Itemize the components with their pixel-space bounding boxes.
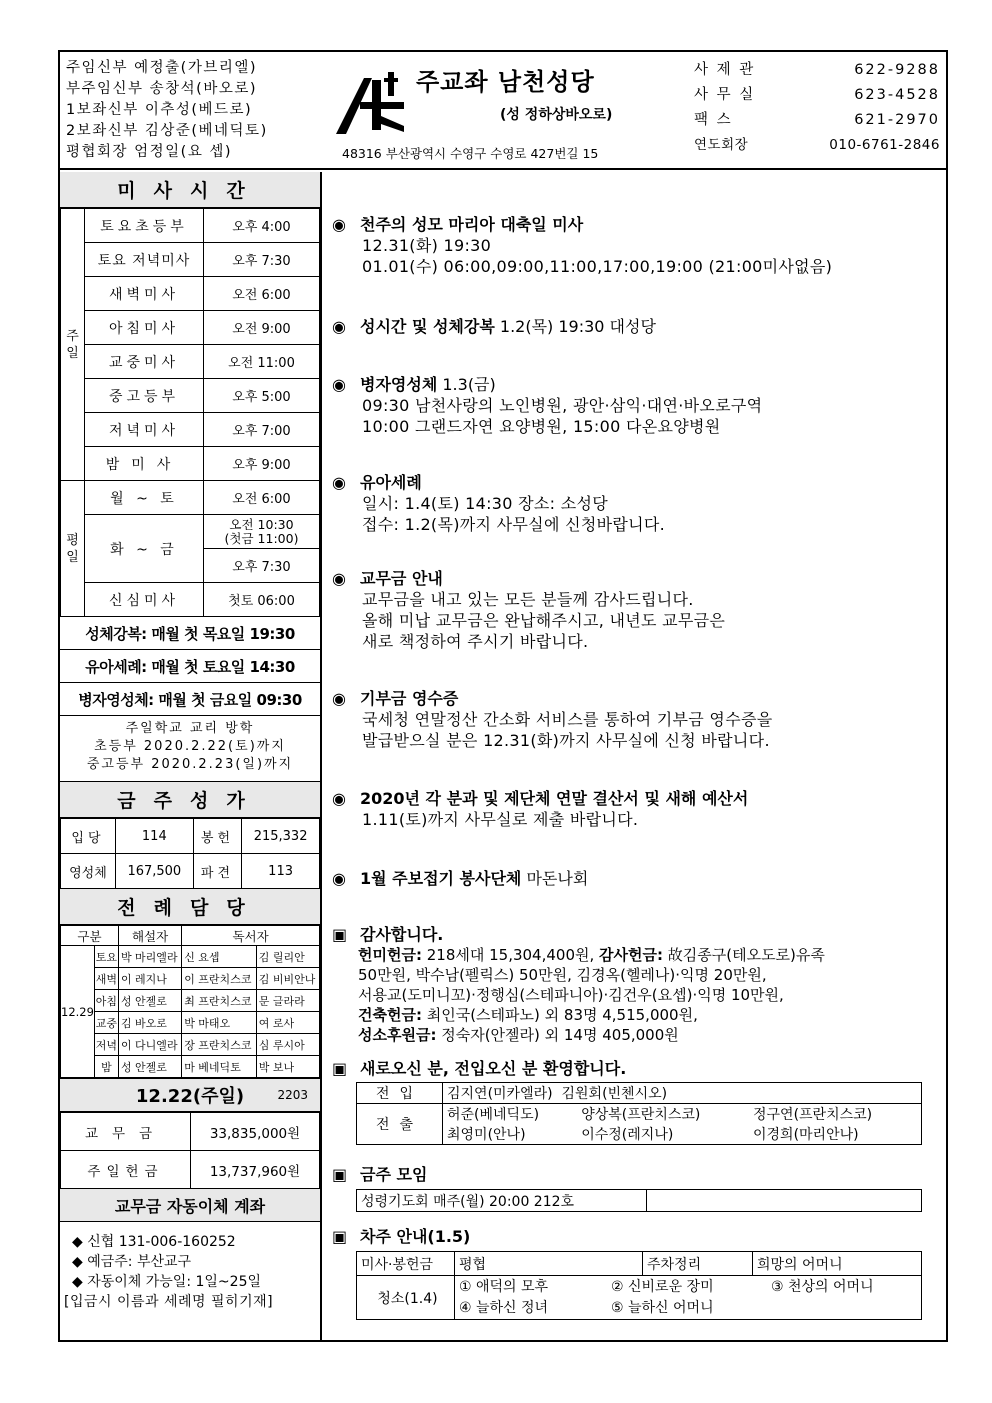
reader: 장 프란치스코: [182, 1034, 257, 1056]
mass-name: 저녁미사: [85, 413, 204, 447]
mass-time: 오후 7:30: [204, 243, 320, 277]
cleaning-group: ② 신비로운 장미: [611, 1278, 714, 1295]
auto-transfer-line: ◆ 자동이체 가능일: 1일~25일: [72, 1274, 262, 1290]
contact-label: 팩 스: [694, 112, 733, 128]
hymn-label: 영성체: [61, 854, 116, 889]
square-bullet-icon: ▣: [332, 1059, 348, 1078]
auto-transfer-line: ◆ 예금주: 부산교구: [72, 1254, 192, 1270]
adoration-schedule: 성체강복: 매월 첫 목요일 19:30: [60, 617, 320, 650]
cleaning-group: ① 애덕의 모후: [459, 1278, 549, 1295]
duty-label: 주차정리: [643, 1252, 753, 1276]
contact-value: 621-2970: [854, 112, 940, 128]
table-row: [61, 1113, 320, 1151]
row-label: 전출: [357, 1104, 443, 1145]
notice-title: 천주의 성모 마리아 대축일 미사: [360, 215, 584, 234]
table-row: [357, 1252, 922, 1276]
sunday-school-break: [60, 716, 320, 782]
table-row: [61, 968, 320, 990]
mass-name: 월 ~ 토: [85, 481, 204, 515]
mass-name: 중고등부: [85, 379, 204, 413]
table-row: [61, 515, 320, 549]
finance-date-title: [60, 1078, 320, 1112]
liturgy-slot: 교중: [94, 1012, 118, 1034]
table-row: [61, 379, 320, 413]
table-row: [357, 1104, 922, 1125]
school-secondary: 중고등부 2020.2.23(일)까지: [86, 757, 294, 772]
contact-label: 연도회장: [694, 137, 749, 153]
thanks-text: 故김종구(테오도로)유족: [663, 946, 825, 964]
cleaning-groups: [455, 1276, 922, 1320]
notice-line: 12.31(화) 19:30: [362, 236, 492, 255]
school-title: 주일학교 교리 방학: [125, 721, 255, 736]
table-row: [61, 854, 320, 889]
notice-item: [332, 786, 942, 830]
reader: 박 마태오: [182, 1012, 257, 1034]
table-row: [61, 819, 320, 854]
reader: 여 로사: [256, 1012, 319, 1034]
notice-body: [332, 235, 942, 277]
notice-line: 1.11(토)까지 사무실로 제출 바랍니다.: [362, 810, 639, 829]
thanks-line: 서용교(도미니꼬)·정행심(스테파니아)·김건우(요셉)·익명 10만원,: [358, 986, 784, 1004]
mass-time: 오전 6:00: [204, 481, 320, 515]
notice-detail: 1.2(목) 19:30 대성당: [494, 317, 656, 336]
contact-label: 사 무 실: [694, 87, 756, 103]
reader: 최 프란치스코: [182, 990, 257, 1012]
notice-item: [332, 566, 942, 652]
mass-time: 오전 11:00: [204, 345, 320, 379]
person-name: 양상복(프란치스코): [577, 1104, 749, 1125]
notice-line: 새로 책정하여 주시기 바랍니다.: [362, 632, 589, 651]
notice-body: [332, 709, 942, 751]
mass-name: 화 ~ 금: [85, 515, 204, 583]
column-header: 해설자: [118, 926, 181, 946]
table-row: [61, 1012, 320, 1034]
table-row: [61, 345, 320, 379]
liturgy-slot: 새벽: [94, 968, 118, 990]
thanks-label: 성소후원금:: [358, 1026, 437, 1044]
notice-title: 병자영성체: [360, 375, 438, 394]
notice-line: 10:00 그랜드자연 요양병원, 15:00 다온요양병원: [362, 417, 721, 436]
clergy-line: 2보좌신부 김상준(베네딕토): [66, 123, 268, 139]
next-week-section: [332, 1224, 942, 1320]
person-name: 이경희(마리안나): [749, 1124, 922, 1145]
auto-transfer-title: 교무금 자동이체 계좌: [60, 1189, 320, 1222]
circle-bullet-icon: ◉: [332, 689, 346, 708]
next-week-table: [356, 1251, 922, 1320]
commentator: 이 다니엘라: [118, 1034, 181, 1056]
mass-time: 오전 9:00: [204, 311, 320, 345]
mass-time: 오후 5:00: [204, 379, 320, 413]
section-title: 차주 안내(1.5): [360, 1227, 471, 1246]
mass-name: 새벽미사: [85, 277, 204, 311]
notice-line: 발급받으실 분은 12.31(화)까지 사무실에 신청 바랍니다.: [362, 731, 770, 750]
notice-detail: 1.3(금): [437, 375, 496, 394]
finance-value: 13,737,960원: [191, 1151, 320, 1189]
mass-name: 신심미사: [85, 583, 204, 617]
column-header: 구분: [61, 926, 119, 946]
notice-item: [332, 686, 942, 751]
table-row: [61, 447, 320, 481]
liturgy-slot: 저녁: [94, 1034, 118, 1056]
hymn-label: 파견: [193, 854, 241, 889]
person-name: 정구연(프란치스코): [749, 1104, 922, 1125]
parish-name: 주교좌 남천성당: [416, 68, 595, 96]
infant-baptism-schedule: 유아세례: 매월 첫 토요일 14:30: [60, 650, 320, 683]
table-row: [357, 1083, 922, 1104]
thanks-text: 정숙자(안젤라) 외 14명 405,000원: [436, 1026, 679, 1044]
thanks-line: [358, 945, 942, 965]
mass-name: 토요초등부: [85, 209, 204, 243]
notice-title: 유아세례: [360, 473, 422, 492]
circle-bullet-icon: ◉: [332, 789, 346, 808]
notice-detail: 마돈나회: [521, 869, 589, 888]
contact-value: 622-9288: [854, 62, 940, 78]
liturgy-slot: 토요: [94, 946, 118, 968]
school-elementary: 초등부 2020.2.22(토)까지: [94, 739, 286, 754]
person-name: 이수정(레지나): [577, 1124, 749, 1145]
reader: 김 비비안나: [256, 968, 319, 990]
commentator: 성 안젤로: [118, 990, 181, 1012]
liturgy-table: [60, 925, 320, 1078]
mass-name: 토요 저녁미사: [85, 243, 204, 277]
row-label: 전입: [357, 1083, 443, 1104]
mass-time: 오후 7:00: [204, 413, 320, 447]
liturgy-title: 전례담당: [60, 889, 320, 925]
notice-body: [332, 589, 942, 652]
table-row: [61, 311, 320, 345]
duty-label: 미사·봉헌금: [357, 1252, 455, 1276]
person-name: 최영미(안나): [443, 1124, 578, 1145]
weekday-group-label: 평일: [61, 481, 85, 617]
mass-time: 오전 6:00: [204, 277, 320, 311]
mass-time: 오후 7:30: [204, 549, 320, 583]
liturgy-date: 12.29: [61, 946, 95, 1078]
cathedral-logo-icon: [334, 66, 406, 136]
thanks-line: [358, 1025, 942, 1045]
clergy-line: 부주임신부 송창석(바오로): [66, 81, 257, 97]
circle-bullet-icon: ◉: [332, 317, 346, 336]
table-row: [61, 946, 320, 968]
table-row: [61, 413, 320, 447]
commentator: 성 안젤로: [118, 1056, 181, 1078]
table-row: [357, 1190, 922, 1212]
reader: 심 루시아: [256, 1034, 319, 1056]
cleaning-row: [459, 1298, 921, 1319]
reader: 신 요셉: [182, 946, 257, 968]
sick-communion-schedule: 병자영성체: 매월 첫 금요일 09:30: [60, 683, 320, 716]
hymn-number: 113: [242, 854, 320, 889]
thanks-label: 감사헌금:: [599, 946, 663, 964]
table-row: [61, 1034, 320, 1056]
auto-transfer-info: [60, 1222, 320, 1312]
reader: 김 릴리안: [256, 946, 319, 968]
contact-row: [694, 108, 940, 133]
table-row: [357, 1276, 922, 1320]
notice-body: [332, 809, 942, 830]
mass-time-note: (첫금 11:00): [224, 530, 299, 546]
hymn-number: 167,500: [115, 854, 193, 889]
bulletin-page: [58, 50, 948, 1342]
notice-line: 일시: 1.4(토) 14:30 장소: 소성당: [362, 494, 609, 513]
finance-label: 교무금: [61, 1113, 191, 1151]
notice-item: [332, 212, 942, 277]
reader: 이 프란치스코: [182, 968, 257, 990]
reader: 마 베네딕토: [182, 1056, 257, 1078]
thanks-line: 50만원, 박수남(펠릭스) 50만원, 김경옥(헬레나)·익명 20만원,: [358, 966, 767, 984]
mass-time-line: 오전 10:30: [229, 516, 294, 532]
cleaning-row: [459, 1277, 921, 1298]
mass-time: 오후 4:00: [204, 209, 320, 243]
section-title: 새로오신 분, 전입오신 분 환영합니다.: [360, 1059, 627, 1078]
welcome-section: [332, 1056, 942, 1145]
reader: 문 글라라: [256, 990, 319, 1012]
table-row: [61, 277, 320, 311]
notice-item: [332, 314, 942, 337]
square-bullet-icon: ▣: [332, 1227, 348, 1246]
square-bullet-icon: ▣: [332, 925, 348, 944]
notice-line: 국세청 연말정산 간소화 서비스를 통하여 기부금 영수증을: [362, 710, 773, 729]
contact-label: 사 제 관: [694, 62, 756, 78]
hymn-label: 입당: [61, 819, 116, 854]
circle-bullet-icon: ◉: [332, 375, 346, 394]
notice-line: 01.01(수) 06:00,09:00,11:00,17:00,19:00 (21:00미사없음): [362, 257, 833, 276]
table-row: [61, 243, 320, 277]
attendance-count: 2203: [277, 1088, 308, 1102]
sunday-group-label: 주일: [61, 209, 85, 481]
thanks-text: 최인국(스테파노) 외 83명 4,515,000원,: [421, 1006, 698, 1024]
mass-name: 아침미사: [85, 311, 204, 345]
table-row: [61, 1056, 320, 1078]
liturgy-slot: 아침: [94, 990, 118, 1012]
notice-item: [332, 470, 942, 535]
header: [60, 52, 946, 170]
thanks-line: [358, 1005, 942, 1025]
contact-value: 010-6761-2846: [829, 137, 940, 153]
hymns-title: 금주성가: [60, 782, 320, 818]
hymn-label: 봉헌: [193, 819, 241, 854]
auto-transfer-note: [입금시 이름과 세례명 필히기재]: [64, 1294, 274, 1310]
mass-times-table: [60, 208, 320, 617]
notice-title: 교무금 안내: [360, 569, 443, 588]
table-row: [61, 481, 320, 515]
notice-item: [332, 866, 942, 889]
contact-row: [694, 83, 940, 108]
clergy-line: 1보좌신부 이추성(베드로): [66, 102, 253, 118]
liturgy-slot: 밤: [94, 1056, 118, 1078]
finance-value: 33,835,000원: [191, 1113, 320, 1151]
meeting-item: 성령기도회 매주(월) 20:00 212호: [357, 1190, 647, 1212]
table-header-row: [61, 926, 320, 946]
table-row: [61, 990, 320, 1012]
notice-line: 올해 미납 교무금은 완납해주시고, 내년도 교무금은: [362, 611, 726, 630]
circle-bullet-icon: ◉: [332, 473, 346, 492]
mass-time: 첫토 06:00: [204, 583, 320, 617]
empty-cell: [647, 1190, 922, 1212]
person-name: 김원회(빈첸시오): [561, 1086, 668, 1102]
finance-date: 12.22(주일): [135, 1086, 245, 1107]
welcome-table: [356, 1082, 922, 1145]
weekly-meeting-table: [356, 1189, 922, 1212]
notice-item: [332, 372, 942, 437]
commentator: 이 레지나: [118, 968, 181, 990]
contact-list: [694, 58, 940, 158]
table-row: [61, 583, 320, 617]
section-title: 감사합니다.: [360, 925, 444, 944]
column-header: 독서자: [182, 926, 320, 946]
mass-name: 교중미사: [85, 345, 204, 379]
table-row: [61, 209, 320, 243]
notice-title: 성시간 및 성체강복: [360, 317, 495, 336]
thanks-label: 헌미헌금:: [358, 946, 422, 964]
circle-bullet-icon: ◉: [332, 869, 346, 888]
left-column: [60, 172, 322, 1342]
hymns-table: [60, 818, 320, 889]
contact-row: [694, 58, 940, 83]
duty-group: 평협: [455, 1252, 643, 1276]
notice-line: 09:30 남천사랑의 노인병원, 광안·삼익·대연·바오로구역: [362, 396, 763, 415]
section-title: 금주 모임: [360, 1165, 428, 1184]
hymn-number: 114: [115, 819, 193, 854]
table-row: [61, 1151, 320, 1189]
parish-address: 48316 부산광역시 수영구 수영로 427번길 15: [342, 146, 599, 161]
mass-time: [204, 515, 320, 549]
mass-times-title: 미사시간: [60, 172, 320, 208]
notice-body: [332, 493, 942, 535]
finance-table: [60, 1112, 320, 1189]
cleaning-group: ④ 늘하신 정녀: [459, 1299, 549, 1316]
hymn-number: 215,332: [242, 819, 320, 854]
mass-time: 오후 9:00: [204, 447, 320, 481]
cleaning-group: ③ 천상의 어머니: [771, 1278, 874, 1295]
cleaning-label: 청소(1.4): [357, 1276, 455, 1320]
weekly-meeting-section: [332, 1162, 942, 1212]
notice-title: 2020년 각 분과 및 제단체 연말 결산서 및 새해 예산서: [360, 789, 749, 808]
notice-body: [332, 395, 942, 437]
clergy-list: [66, 58, 328, 163]
person-name: 허준(베네딕도): [443, 1104, 578, 1125]
duty-group: 희망의 어머니: [753, 1252, 922, 1276]
person-name: 김지연(미카엘라): [447, 1086, 553, 1102]
notice-line: 교무금을 내고 있는 모든 분들께 감사드립니다.: [362, 590, 694, 609]
contact-value: 623-4528: [854, 87, 940, 103]
circle-bullet-icon: ◉: [332, 569, 346, 588]
commentator: 박 마리엘라: [118, 946, 181, 968]
notice-title: 기부금 영수증: [360, 689, 459, 708]
contact-row: [694, 133, 940, 158]
square-bullet-icon: ▣: [332, 1165, 348, 1184]
parish-logo-block: [330, 58, 685, 166]
thanks-text: 218세대 15,304,400원,: [421, 946, 600, 964]
clergy-line: 주임신부 예정출(가브리엘): [66, 60, 257, 76]
reader: 박 보나: [256, 1056, 319, 1078]
finance-label: 주일헌금: [61, 1151, 191, 1189]
thanks-section: [332, 922, 942, 1045]
notice-line: 접수: 1.2(목)까지 사무실에 신청바랍니다.: [362, 515, 666, 534]
mass-name: 밤미사: [85, 447, 204, 481]
parish-patron: (성 정하상바오로): [500, 107, 613, 123]
thanks-body: [332, 945, 942, 1045]
clergy-line: 평협회장 엄정일(요 셉): [66, 144, 233, 160]
circle-bullet-icon: ◉: [332, 215, 346, 234]
notice-title: 1월 주보접기 봉사단체: [360, 869, 522, 888]
transfer-in-names: [443, 1083, 922, 1104]
auto-transfer-line: ◆ 신협 131-006-160252: [72, 1234, 236, 1250]
commentator: 김 바오로: [118, 1012, 181, 1034]
thanks-label: 건축헌금:: [358, 1006, 422, 1024]
cleaning-group: ⑤ 늘하신 어머니: [611, 1299, 714, 1316]
